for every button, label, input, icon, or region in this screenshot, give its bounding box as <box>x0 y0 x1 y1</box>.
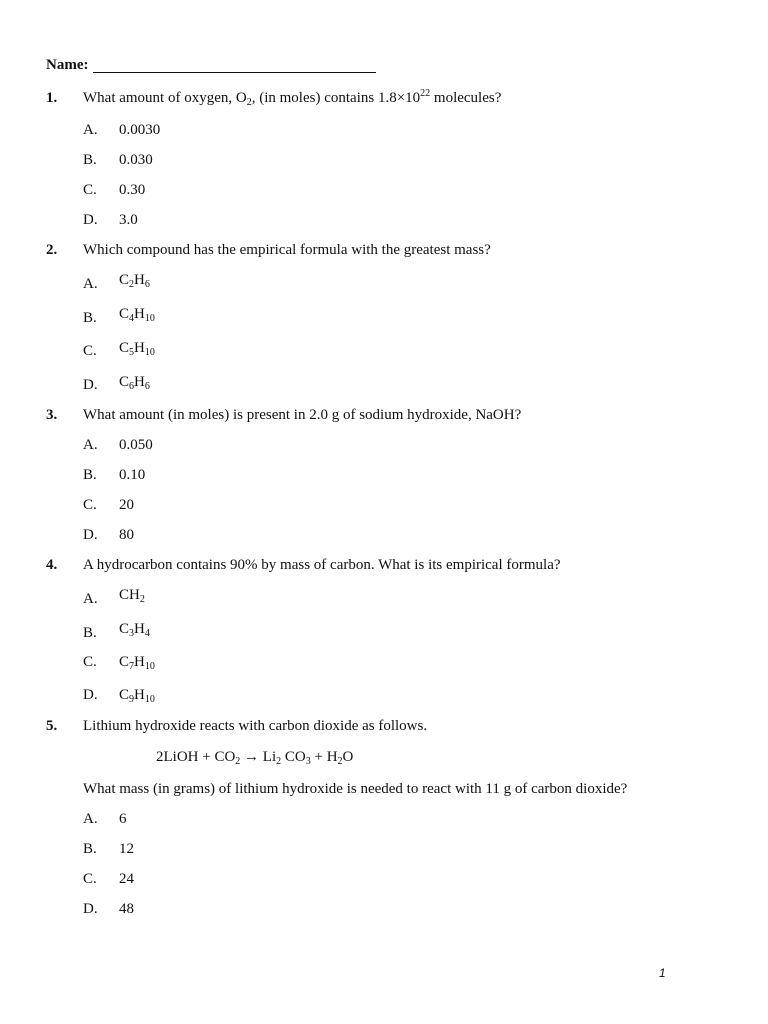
q2-option-c-letter: C. <box>83 343 97 359</box>
q4-option-c: $C_7H_{10}$ <box>119 654 155 672</box>
question-5-subtext: What mass (in grams) of lithium hydroxide is needed to react with 11 g of carbon dioxide? <box>83 781 628 797</box>
q5-option-b: 12 <box>119 841 134 857</box>
question-3-number: 3. <box>46 407 58 423</box>
q2-option-a: $C_2H_6$ <box>119 272 150 290</box>
q4-option-b-letter: B. <box>83 625 97 641</box>
q4-option-d: $C_9H_{10}$ <box>119 687 155 705</box>
question-2-number: 2. <box>46 242 58 258</box>
q5-option-d-letter: D. <box>83 901 98 917</box>
reaction-equation: 2LiOH + $CO_2 \to Li_2$ $CO_3 + H_2O$ <box>156 749 354 767</box>
q4-option-b: $C_3H_4$ <box>119 621 150 639</box>
q1-option-d-letter: D. <box>83 212 98 228</box>
q4-option-d-letter: D. <box>83 687 98 703</box>
q5-option-a: 6 <box>119 811 127 827</box>
q5-option-c-letter: C. <box>83 871 97 887</box>
q2-option-b: $C_4H_{10}$ <box>119 306 155 324</box>
q5-option-c: 24 <box>119 871 134 887</box>
q3-option-a: 0.050 <box>119 437 153 453</box>
q1-option-a: 0.0030 <box>119 122 161 138</box>
q3-option-c-letter: C. <box>83 497 97 513</box>
q2-option-a-letter: A. <box>83 276 98 292</box>
q2-option-d-letter: D. <box>83 377 98 393</box>
q3-option-d-letter: D. <box>83 527 98 543</box>
question-5-text: Lithium hydroxide reacts with carbon dioxide as follows. <box>83 718 428 734</box>
question-5-number: 5. <box>46 718 58 734</box>
question-2-text: Which compound has the empirical formula with the greatest mass? <box>83 242 491 258</box>
question-4-text: A hydrocarbon contains 90% by mass of carbon. What is its empirical formula? <box>83 557 561 573</box>
page-number: 1 <box>659 966 666 980</box>
q1-option-a-letter: A. <box>83 122 98 138</box>
q1-option-b-letter: B. <box>83 152 97 168</box>
question-1-text: What amount of oxygen, $O_2$, (in moles) contains $1.8\times 10^{22}$ molecules? <box>83 88 502 108</box>
q3-option-c: 20 <box>119 497 134 513</box>
q2-option-c: $C_5H_{10}$ <box>119 340 155 358</box>
q1-option-c: 0.30 <box>119 182 146 198</box>
q3-option-a-letter: A. <box>83 437 98 453</box>
question-1-number: 1. <box>46 90 58 106</box>
q1-option-c-letter: C. <box>83 182 97 198</box>
q4-option-a-letter: A. <box>83 591 98 607</box>
name-blank-line <box>93 72 376 73</box>
q5-option-d: 48 <box>119 901 134 917</box>
q4-option-a: $CH_2$ <box>119 587 145 605</box>
q2-option-b-letter: B. <box>83 310 97 326</box>
q3-option-d: 80 <box>119 527 134 543</box>
q5-option-a-letter: A. <box>83 811 98 827</box>
name-label: Name: <box>46 57 89 73</box>
q1-option-b: 0.030 <box>119 152 153 168</box>
q4-option-c-letter: C. <box>83 654 97 670</box>
q3-option-b: 0.10 <box>119 467 146 483</box>
q5-option-b-letter: B. <box>83 841 97 857</box>
question-4-number: 4. <box>46 557 58 573</box>
question-3-text: What amount (in moles) is present in 2.0 g of sodium hydroxide, NaOH? <box>83 407 522 423</box>
q3-option-b-letter: B. <box>83 467 97 483</box>
q1-option-d: 3.0 <box>119 212 138 228</box>
q2-option-d: $C_6H_6$ <box>119 374 150 392</box>
